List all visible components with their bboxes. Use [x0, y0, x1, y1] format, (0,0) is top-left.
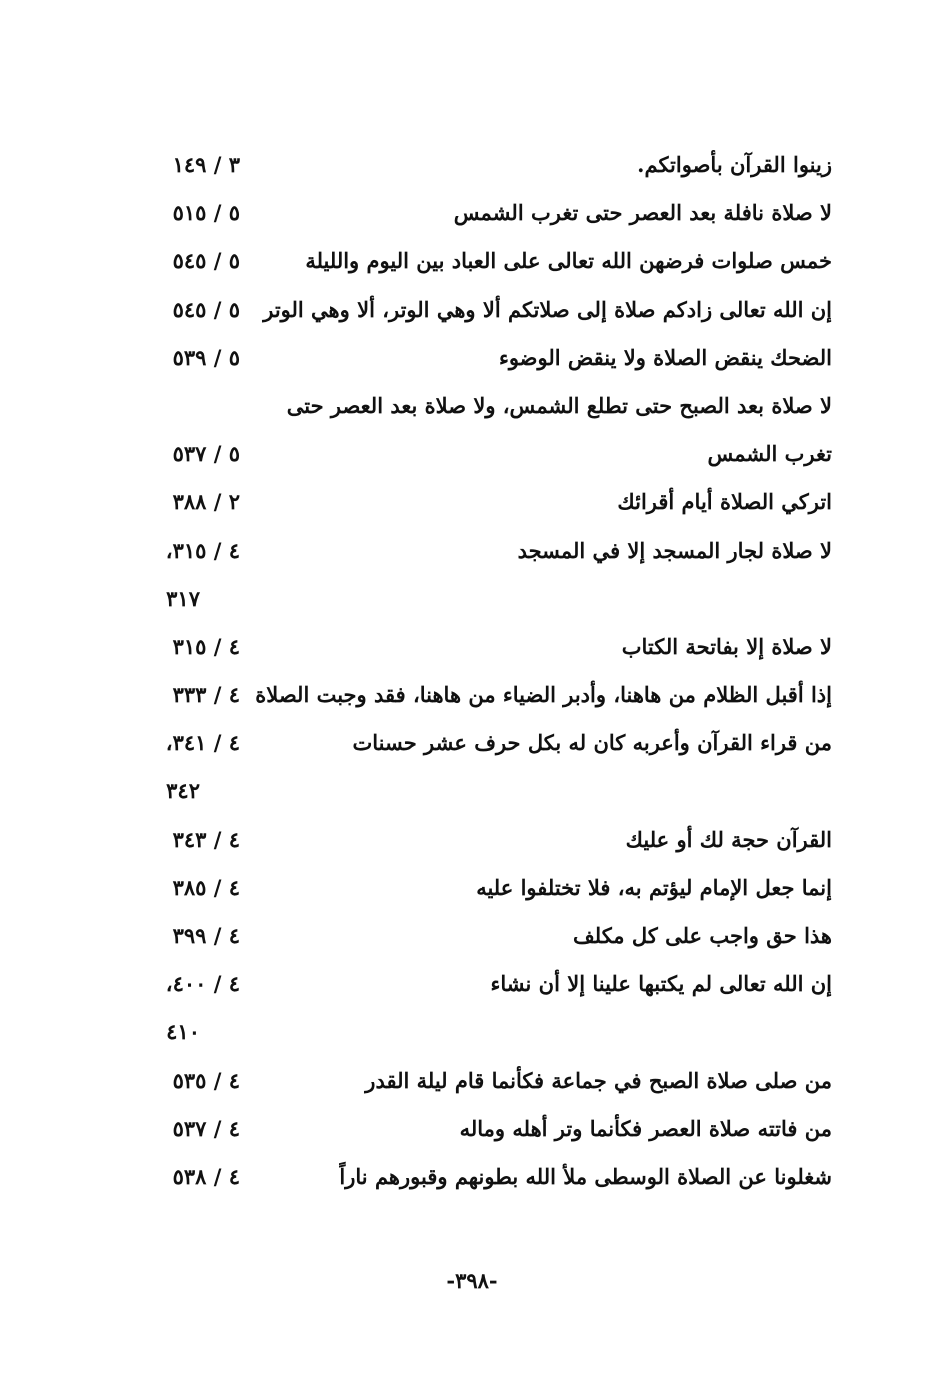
entry-reference: ٣ / ١٤٩ [172, 152, 240, 177]
index-entry [0, 770, 944, 818]
index-entry [0, 192, 944, 240]
index-entry [0, 240, 944, 288]
index-entry [0, 530, 944, 578]
entry-reference: ٥ / ٥٣٩ [172, 344, 240, 370]
index-entry [0, 1011, 944, 1059]
index-entry [0, 867, 944, 915]
entry-reference: ٤ / ٣٣٣ [172, 682, 240, 708]
index-entry [0, 626, 944, 674]
entry-text: من قراء القرآن وأعربه كان له بكل حرف عشر حسنات [352, 730, 832, 756]
index-entry [0, 963, 944, 1011]
index-entry [0, 819, 944, 867]
entry-reference: ٤ / ٣١٥، [165, 537, 240, 563]
entry-text: لا صلاة نافلة بعد العصر حتى تغرب الشمس [453, 200, 832, 226]
index-entry [0, 289, 944, 337]
index-entry [0, 337, 944, 385]
index-entry [0, 915, 944, 963]
entry-text: إن الله تعالى زادكم صلاة إلى صلاتكم ألا وهي الوتر، ألا وهي الوتر [263, 296, 832, 322]
index-entry [0, 385, 944, 433]
entry-reference: ٤ / ٥٣٥ [172, 1067, 240, 1093]
entry-text: من صلى صلاة الصبح في جماعة فكأنما قام ليلة القدر [365, 1067, 832, 1093]
entry-reference: ٥ / ٥٤٥ [172, 248, 240, 274]
entry-text: الضحك ينقض الصلاة ولا ينقض الوضوء [498, 344, 832, 370]
entry-reference: ٣١٧ [166, 585, 200, 611]
entry-text: خمس صلوات فرضهن الله تعالى على العباد بين اليوم والليلة [305, 248, 832, 274]
index-entry [0, 1156, 944, 1204]
entry-reference: ٤ / ٥٣٧ [172, 1115, 240, 1141]
index-entry [0, 481, 944, 529]
entry-text: لا صلاة إلا بفاتحة الكتاب [621, 633, 832, 659]
entry-text: شغلونا عن الصلاة الوسطى ملأ الله بطونهم وقبورهم ناراً [339, 1163, 832, 1189]
hadith-index-list [0, 144, 944, 1204]
index-entry [0, 1060, 944, 1108]
entry-text: إذا أقبل الظلام من هاهنا، وأدبر الضياء من هاهنا، فقد وجبت الصلاة [255, 682, 832, 708]
entry-reference: ٢ / ٣٨٨ [172, 489, 240, 515]
entry-text: من فاتته صلاة العصر فكأنما وتر أهله وماله [459, 1115, 832, 1141]
entry-text: القرآن حجة لك أو عليك [625, 826, 832, 852]
entry-reference: ٤ / ٣٤٣ [172, 826, 240, 852]
entry-reference: ٤ / ٣٨٥ [172, 874, 240, 900]
entry-text: إنما جعل الإمام ليؤتم به، فلا تختلفوا عليه [476, 874, 832, 900]
entry-reference: ٥ / ٥٤٥ [172, 296, 240, 322]
entry-reference: ٤ / ٥٣٨ [172, 1163, 240, 1189]
entry-reference: ٤ / ٣٤١، [165, 730, 240, 756]
entry-reference: ٥ / ٥١٥ [172, 200, 240, 226]
index-entry [0, 433, 944, 481]
entry-reference: ٤ / ٣١٥ [172, 633, 240, 659]
index-entry [0, 1108, 944, 1156]
entry-text: تغرب الشمس [707, 441, 832, 467]
entry-reference: ٤ / ٣٩٩ [172, 923, 240, 948]
index-entry [0, 144, 944, 192]
entry-text: اتركي الصلاة أيام أقرائك [617, 489, 832, 515]
index-entry [0, 722, 944, 770]
page-number: -٣٩٨- [446, 1268, 498, 1293]
entry-text: هذا حق واجب على كل مكلف [573, 923, 832, 948]
entry-text: لا صلاة لجار المسجد إلا في المسجد [517, 537, 832, 563]
index-entry [0, 578, 944, 626]
entry-reference: ٣٤٢ [166, 778, 200, 804]
entry-reference: ٥ / ٥٣٧ [172, 441, 240, 467]
entry-text: لا صلاة بعد الصبح حتى تطلع الشمس، ولا صلاة بعد العصر حتى [286, 392, 832, 418]
entry-reference: ٤١٠ [166, 1019, 200, 1045]
entry-reference: ٤ / ٤٠٠، [165, 971, 240, 997]
entry-text: زينوا القرآن بأصواتكم. [637, 152, 832, 177]
index-entry [0, 674, 944, 722]
entry-text: إن الله تعالى لم يكتبها علينا إلا أن نشاء [490, 971, 832, 997]
